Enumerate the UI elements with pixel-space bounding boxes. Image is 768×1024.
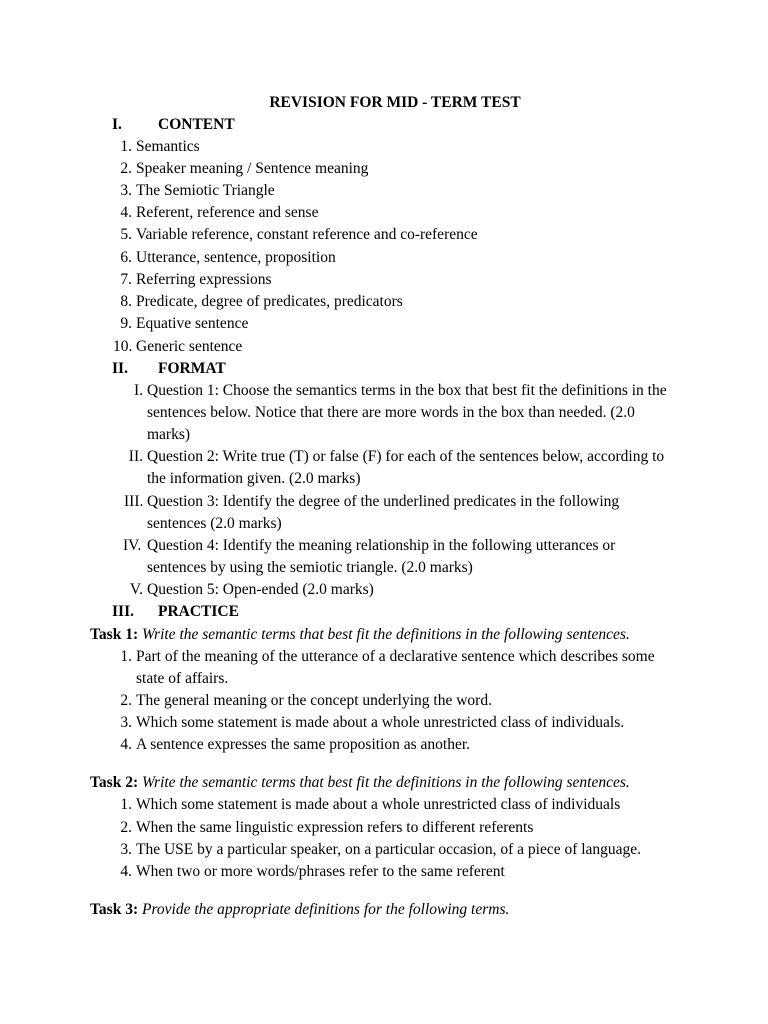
list-item-number: 9. <box>120 315 132 332</box>
list-item-continuation: state of affairs. <box>136 670 229 687</box>
list-item-number: 2. <box>120 692 132 709</box>
list-item: Which some statement is made about a whole unrestricted class of individuals. <box>136 714 625 731</box>
list-item-number: 4. <box>120 736 132 753</box>
list-item-number: 7. <box>120 271 132 288</box>
list-item: Variable reference, constant reference and co-reference <box>136 226 478 243</box>
list-item: Predicate, degree of predicates, predicators <box>136 293 403 310</box>
list-item: The general meaning or the concept underlying the word. <box>136 692 492 709</box>
list-item-number: 1. <box>120 648 132 665</box>
list-item: Utterance, sentence, proposition <box>136 249 336 266</box>
task-label: Task 1: <box>90 626 139 643</box>
section-heading-practice: PRACTICE <box>158 603 239 620</box>
list-item: Question 2: Write true (T) or false (F) for each of the sentences below, according to <box>147 448 665 465</box>
section-numeral: I. <box>112 116 122 133</box>
list-item-number: II. <box>128 448 143 465</box>
list-item: Semantics <box>136 138 200 155</box>
list-item-number: 3. <box>120 841 132 858</box>
list-item: The USE by a particular speaker, on a particular occasion, of a piece of language. <box>136 841 642 858</box>
page-title: REVISION FOR MID - TERM TEST <box>269 94 521 111</box>
list-item-number: 3. <box>120 714 132 731</box>
task-heading <box>90 624 630 646</box>
section-heading-format: FORMAT <box>158 360 226 377</box>
list-item-number: 1. <box>120 138 132 155</box>
task-instruction: Provide the appropriate definitions for the following terms. <box>141 901 510 918</box>
list-item: When two or more words/phrases refer to the same referent <box>136 863 505 880</box>
section-heading-content: CONTENT <box>158 116 235 133</box>
list-item-number: 10. <box>113 338 133 355</box>
list-item-number: 2. <box>120 160 132 177</box>
list-item-number: III. <box>124 493 144 510</box>
list-item-number: 8. <box>120 293 132 310</box>
list-item: Referent, reference and sense <box>136 204 319 221</box>
list-item-number: 2. <box>120 819 132 836</box>
list-item: When the same linguistic expression refers to different referents <box>136 819 534 836</box>
task-label: Task 2: <box>90 774 139 791</box>
list-item: Generic sentence <box>136 338 243 355</box>
list-item-number: 1. <box>120 796 132 813</box>
list-item: The Semiotic Triangle <box>136 182 275 199</box>
section-numeral: III. <box>112 603 134 620</box>
task-heading <box>90 899 509 921</box>
list-item: Speaker meaning / Sentence meaning <box>136 160 369 177</box>
list-item-number: 4. <box>120 204 132 221</box>
list-item-number: 3. <box>120 182 132 199</box>
list-item: Referring expressions <box>136 271 272 288</box>
list-item-number: 5. <box>120 226 132 243</box>
list-item-continuation: sentences by using the semiotic triangle. (2.0 marks) <box>147 559 473 576</box>
list-item-continuation: the information given. (2.0 marks) <box>147 470 361 487</box>
list-item-number: 6. <box>120 249 132 266</box>
list-item: Question 1: Choose the semantics terms in the box that best fit the definitions in the <box>147 382 667 399</box>
list-item-number: 4. <box>120 863 132 880</box>
list-item: Question 4: Identify the meaning relationship in the following utterances or <box>147 537 616 554</box>
section-numeral: II. <box>112 360 128 377</box>
task-label: Task 3: <box>90 901 139 918</box>
list-item-continuation: sentences below. Notice that there are more words in the box than needed. (2.0 <box>147 404 635 421</box>
list-item-continuation: sentences (2.0 marks) <box>147 515 282 532</box>
list-item: Which some statement is made about a whole unrestricted class of individuals <box>136 796 621 813</box>
task-heading <box>90 772 630 794</box>
list-item-number: V. <box>129 581 143 598</box>
list-item: A sentence expresses the same proposition as another. <box>136 736 471 753</box>
list-item: Question 3: Identify the degree of the underlined predicates in the following <box>147 493 620 510</box>
list-item: Equative sentence <box>136 315 249 332</box>
list-item: Question 5: Open-ended (2.0 marks) <box>147 581 374 598</box>
task-instruction: Write the semantic terms that best fit the definitions in the following sentences. <box>141 626 630 643</box>
list-item-continuation: marks) <box>147 426 191 443</box>
list-item-number: I. <box>133 382 143 399</box>
list-item-number: IV. <box>123 537 142 554</box>
list-item: Part of the meaning of the utterance of a declarative sentence which describes some <box>136 648 655 665</box>
task-instruction: Write the semantic terms that best fit the definitions in the following sentences. <box>141 774 630 791</box>
